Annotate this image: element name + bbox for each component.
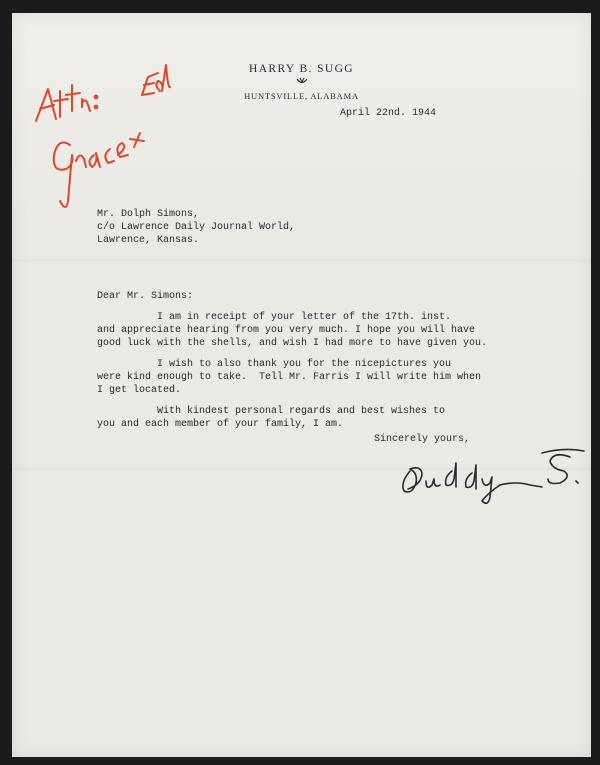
address-line: Lawrence, Kansas. bbox=[97, 235, 200, 246]
salutation: Dear Mr. Simons: bbox=[97, 291, 194, 302]
letterhead-ornament-icon bbox=[295, 77, 309, 87]
address-line: c/o Lawrence Daily Journal World, bbox=[97, 222, 296, 233]
body-line: I get located. bbox=[97, 385, 182, 396]
body-line: were kind enough to take. Tell Mr. Farris I will write him when bbox=[97, 372, 482, 383]
closing: Sincerely yours, bbox=[374, 434, 471, 445]
letter-page bbox=[12, 13, 591, 757]
body-line: I am in receipt of your letter of the 17th. inst. bbox=[97, 312, 452, 323]
body-line: I wish to also thank you for the nicepictures you bbox=[97, 359, 452, 370]
letter-date: April 22nd. 1944 bbox=[340, 108, 437, 119]
handwritten-annotation bbox=[30, 51, 180, 211]
address-line: Mr. Dolph Simons, bbox=[97, 209, 200, 220]
body-line: good luck with the shells, and wish I had more to have given you. bbox=[97, 338, 488, 349]
body-line: you and each member of your family, I am. bbox=[97, 419, 344, 430]
letterhead-city: HUNTSVILLE, ALABAMA bbox=[244, 91, 359, 101]
letterhead-name: HARRY B. SUGG bbox=[248, 63, 354, 75]
handwritten-signature bbox=[392, 443, 592, 513]
body-line: and appreciate hearing from you very much. I hope you will have bbox=[97, 325, 476, 336]
body-line: With kindest personal regards and best wishes to bbox=[97, 406, 446, 417]
